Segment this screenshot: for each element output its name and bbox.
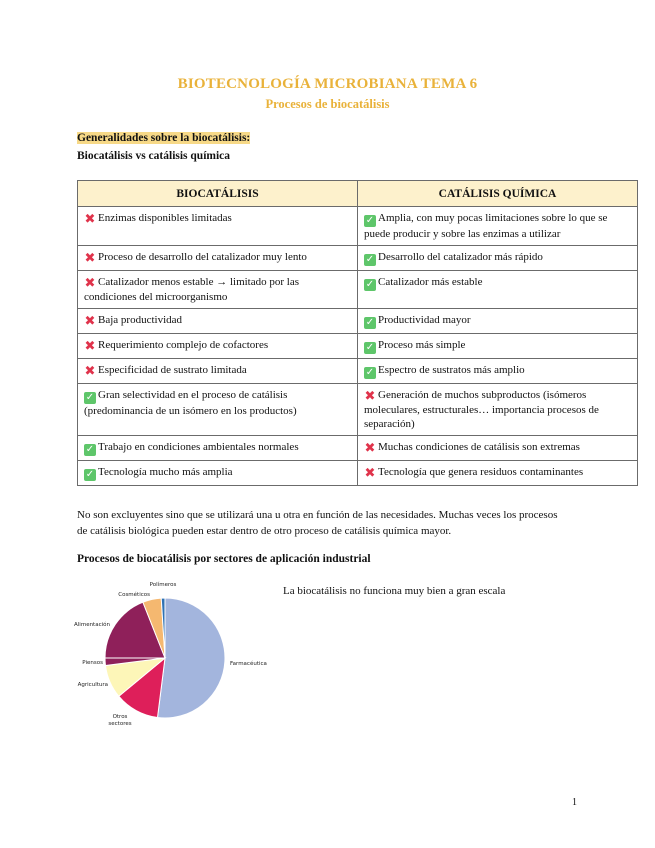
cell-text: Espectro de sustratos más amplio [378,364,525,376]
check-icon: ✓ [85,444,95,455]
cell-text: Baja productividad [98,314,183,326]
pie-slice-label: Agricultura [77,682,108,688]
comparison-table [77,180,638,486]
body-paragraph: No son excluyentes sino que se utilizará una u otra en función de las necesidades. Muchas veces los procesos de catálisis biológica pueden estar dentro de otro proceso de catálisis química mayor. [77,509,558,537]
cell-biocatalisis [78,246,358,271]
pie-slice-label: Alimentación [74,622,110,628]
cross-icon: ✖ [364,441,376,456]
cross-icon: ✖ [84,276,96,291]
table-row [78,334,638,359]
document-subtitle: Procesos de biocatálisis [265,97,390,111]
check-icon: ✓ [85,469,95,480]
cell-catalisis-quimica [358,207,638,246]
section-heading: Generalidades sobre la biocatálisis: [77,132,251,144]
cell-catalisis-quimica [358,461,638,486]
cell-text: Catalizador más estable [378,276,483,288]
cell-text: Proceso más simple [378,339,466,351]
table-header-row [78,181,638,207]
cell-text: Gran selectividad en el proceso de catálisis (predominancia de un isómero en los productos) [84,389,297,417]
pie-slice-label: Polímeros [149,582,177,588]
column-header-catalisis-quimica: CATÁLISIS QUÍMICA [358,181,638,207]
table-row [78,384,638,436]
table-row [78,207,638,246]
table-row [78,246,638,271]
pie-slice [157,598,224,718]
check-icon: ✓ [365,317,375,328]
cross-icon: ✖ [364,466,376,481]
table-body [78,207,638,486]
document-title: BIOTECNOLOGÍA MICROBIANA TEMA 6 [177,76,478,92]
cell-text: Muchas condiciones de catálisis son extremas [378,441,580,453]
check-icon: ✓ [365,215,375,226]
table-row [78,309,638,334]
cell-text: Trabajo en condiciones ambientales normales [98,441,299,453]
cell-biocatalisis [78,359,358,384]
cross-icon: ✖ [84,251,96,266]
cell-catalisis-quimica [358,271,638,309]
cell-biocatalisis [78,384,358,436]
cell-biocatalisis [78,271,358,309]
cell-biocatalisis [78,309,358,334]
cell-text: Requerimiento complejo de cofactores [98,339,269,351]
cell-text: Enzimas disponibles limitadas [98,212,232,224]
cell-text: Proceso de desarrollo del catalizador muy lento [98,251,307,263]
cell-text: Especificidad de sustrato limitada [98,364,247,376]
check-icon: ✓ [365,279,375,290]
page-number: 1 [572,797,577,808]
table-row [78,436,638,461]
pie-slice-label: Cosméticos [118,592,150,598]
check-icon: ✓ [85,392,95,403]
pie-slice-label: Farmacéutica [230,661,267,667]
cell-text: Tecnología que genera residuos contaminantes [378,466,584,478]
cross-icon: ✖ [84,314,96,329]
cell-text: Tecnología mucho más amplia [98,466,233,478]
check-icon: ✓ [365,342,375,353]
cell-text: Amplia, con muy pocas limitaciones sobre lo que se puede producir y sobre las enzimas a utilizar [364,212,608,240]
column-header-biocatalisis: BIOCATÁLISIS [78,181,358,207]
check-icon: ✓ [365,254,375,265]
cell-text: Desarrollo del catalizador más rápido [378,251,543,263]
table-row [78,461,638,486]
cell-biocatalisis [78,461,358,486]
table-row [78,271,638,309]
pie-note: La biocatálisis no funciona muy bien a gran escala [283,585,506,597]
cell-catalisis-quimica [358,309,638,334]
cell-text: Generación de muchos subproductos (isómeros moleculares, estructurales… importancia procesos de separación) [364,389,599,430]
cell-biocatalisis [78,334,358,359]
check-icon: ✓ [365,367,375,378]
cell-biocatalisis [78,207,358,246]
cell-catalisis-quimica [358,359,638,384]
cell-catalisis-quimica [358,334,638,359]
section-subheading: Biocatálisis vs catálisis química [77,150,231,162]
cross-icon: ✖ [84,212,96,227]
cell-biocatalisis [78,436,358,461]
cell-catalisis-quimica [358,436,638,461]
cross-icon: ✖ [364,389,376,404]
cell-text: Productividad mayor [378,314,471,326]
sector-pie-chart [60,575,290,735]
cell-catalisis-quimica [358,246,638,271]
table-row [78,359,638,384]
cell-catalisis-quimica [358,384,638,436]
pie-section-heading: Procesos de biocatálisis por sectores de aplicación industrial [77,553,371,565]
cross-icon: ✖ [84,364,96,379]
cross-icon: ✖ [84,339,96,354]
cell-text: Catalizador menos estable → limitado por las condiciones del microorganismo [84,276,300,303]
pie-slice-label: Piensos [82,660,103,666]
pie-slice-label: sectores [108,721,132,727]
pie-slice-label: Otros [112,714,128,720]
